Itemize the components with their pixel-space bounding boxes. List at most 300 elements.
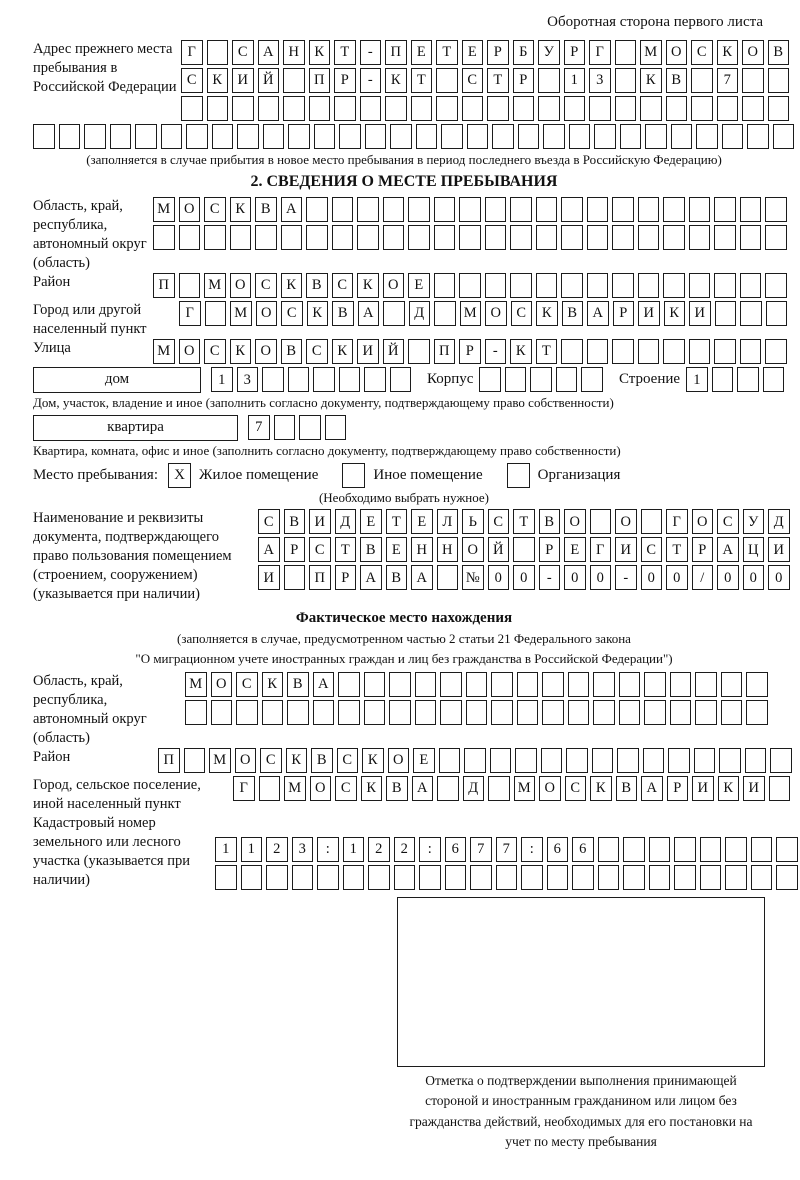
grid-cell[interactable]	[689, 225, 711, 250]
grid-cell[interactable]	[411, 96, 433, 121]
grid-cell[interactable]: Н	[283, 40, 305, 65]
grid-cell[interactable]: А	[641, 776, 663, 801]
grid-cell[interactable]	[746, 700, 768, 725]
grid-cell[interactable]	[765, 197, 787, 222]
grid-cell[interactable]	[490, 748, 512, 773]
grid-cell[interactable]: К	[664, 301, 686, 326]
grid-cell[interactable]: Т	[487, 68, 509, 93]
grid-cell[interactable]: О	[255, 339, 277, 364]
grid-cell[interactable]	[459, 273, 481, 298]
grid-cell[interactable]	[419, 865, 441, 890]
grid-cell[interactable]: О	[383, 273, 405, 298]
grid-cell[interactable]	[343, 865, 365, 890]
checkbox-organizatsiya[interactable]	[507, 463, 530, 488]
grid-cell[interactable]	[587, 273, 609, 298]
grid-cell[interactable]	[439, 748, 461, 773]
grid-cell[interactable]: Б	[513, 40, 535, 65]
grid-cell[interactable]	[440, 672, 462, 697]
grid-cell[interactable]	[84, 124, 106, 149]
grid-cell[interactable]	[638, 273, 660, 298]
grid-cell[interactable]: 6	[547, 837, 569, 862]
grid-cell[interactable]: Й	[383, 339, 405, 364]
grid-cell[interactable]	[674, 837, 696, 862]
grid-cell[interactable]	[663, 339, 685, 364]
grid-cell[interactable]: О	[485, 301, 507, 326]
grid-cell[interactable]	[394, 865, 416, 890]
grid-cell[interactable]: А	[258, 40, 280, 65]
grid-cell[interactable]	[383, 197, 405, 222]
grid-cell[interactable]	[620, 124, 642, 149]
grid-cell[interactable]: В	[287, 672, 309, 697]
grid-cell[interactable]	[561, 339, 583, 364]
grid-cell[interactable]	[390, 124, 412, 149]
grid-cell[interactable]	[542, 700, 564, 725]
grid-cell[interactable]	[338, 700, 360, 725]
grid-cell[interactable]	[751, 865, 773, 890]
grid-cell[interactable]	[211, 700, 233, 725]
grid-cell[interactable]: В	[616, 776, 638, 801]
grid-cell[interactable]	[436, 68, 458, 93]
grid-cell[interactable]	[408, 197, 430, 222]
grid-cell[interactable]: Ь	[462, 509, 484, 534]
grid-cell[interactable]: К	[717, 40, 739, 65]
grid-cell[interactable]	[459, 197, 481, 222]
grid-cell[interactable]: К	[332, 339, 354, 364]
grid-cell[interactable]: С	[717, 509, 739, 534]
grid-cell[interactable]	[587, 339, 609, 364]
grid-cell[interactable]	[536, 225, 558, 250]
grid-cell[interactable]	[541, 748, 563, 773]
grid-cell[interactable]	[383, 225, 405, 250]
grid-cell[interactable]	[615, 68, 637, 93]
grid-cell[interactable]	[746, 672, 768, 697]
grid-cell[interactable]: О	[692, 509, 714, 534]
grid-cell[interactable]	[674, 865, 696, 890]
grid-cell[interactable]: С	[337, 748, 359, 773]
grid-cell[interactable]: К	[207, 68, 229, 93]
grid-cell[interactable]	[670, 700, 692, 725]
grid-cell[interactable]: К	[536, 301, 558, 326]
grid-cell[interactable]	[434, 197, 456, 222]
grid-cell[interactable]: М	[230, 301, 252, 326]
grid-cell[interactable]: А	[281, 197, 303, 222]
grid-cell[interactable]: 0	[513, 565, 535, 590]
grid-cell[interactable]: К	[361, 776, 383, 801]
grid-cell[interactable]: Т	[513, 509, 535, 534]
grid-cell[interactable]: К	[510, 339, 532, 364]
grid-cell[interactable]	[415, 700, 437, 725]
grid-cell[interactable]	[283, 68, 305, 93]
grid-cell[interactable]	[339, 124, 361, 149]
grid-cell[interactable]: М	[284, 776, 306, 801]
grid-cell[interactable]	[262, 700, 284, 725]
grid-cell[interactable]: А	[313, 672, 335, 697]
grid-cell[interactable]	[184, 748, 206, 773]
grid-cell[interactable]: 0	[768, 565, 790, 590]
grid-cell[interactable]	[153, 225, 175, 250]
grid-cell[interactable]: 1	[686, 367, 708, 392]
grid-cell[interactable]	[561, 273, 583, 298]
grid-cell[interactable]: П	[385, 40, 407, 65]
grid-cell[interactable]	[644, 672, 666, 697]
grid-cell[interactable]	[364, 700, 386, 725]
grid-cell[interactable]	[649, 865, 671, 890]
grid-cell[interactable]	[181, 96, 203, 121]
grid-cell[interactable]	[258, 96, 280, 121]
grid-cell[interactable]: И	[638, 301, 660, 326]
grid-cell[interactable]: Г	[590, 537, 612, 562]
grid-cell[interactable]	[695, 700, 717, 725]
grid-cell[interactable]	[663, 225, 685, 250]
grid-cell[interactable]: А	[258, 537, 280, 562]
grid-cell[interactable]: Д	[409, 301, 431, 326]
grid-cell[interactable]: К	[307, 301, 329, 326]
grid-cell[interactable]: С	[309, 537, 331, 562]
grid-cell[interactable]	[747, 124, 769, 149]
grid-cell[interactable]	[445, 865, 467, 890]
grid-cell[interactable]	[572, 865, 594, 890]
grid-cell[interactable]	[207, 96, 229, 121]
grid-cell[interactable]	[408, 225, 430, 250]
grid-cell[interactable]	[434, 301, 456, 326]
grid-cell[interactable]	[670, 672, 692, 697]
grid-cell[interactable]: О	[256, 301, 278, 326]
grid-cell[interactable]: Р	[335, 565, 357, 590]
grid-cell[interactable]: 3	[237, 367, 259, 392]
grid-cell[interactable]: 1	[343, 837, 365, 862]
grid-cell[interactable]: Й	[488, 537, 510, 562]
grid-cell[interactable]	[594, 124, 616, 149]
grid-cell[interactable]	[719, 748, 741, 773]
grid-cell[interactable]	[725, 837, 747, 862]
grid-cell[interactable]	[496, 865, 518, 890]
grid-cell[interactable]: В	[666, 68, 688, 93]
grid-cell[interactable]: В	[386, 565, 408, 590]
grid-cell[interactable]: К	[286, 748, 308, 773]
grid-cell[interactable]	[773, 124, 795, 149]
grid-cell[interactable]: П	[434, 339, 456, 364]
grid-cell[interactable]	[389, 672, 411, 697]
grid-cell[interactable]: А	[587, 301, 609, 326]
grid-cell[interactable]	[110, 124, 132, 149]
grid-cell[interactable]	[485, 225, 507, 250]
grid-cell[interactable]	[338, 672, 360, 697]
grid-cell[interactable]	[434, 225, 456, 250]
grid-cell[interactable]	[368, 865, 390, 890]
grid-cell[interactable]	[459, 225, 481, 250]
grid-cell[interactable]	[643, 748, 665, 773]
grid-cell[interactable]	[179, 273, 201, 298]
grid-cell[interactable]: С	[204, 197, 226, 222]
grid-cell[interactable]: С	[306, 339, 328, 364]
grid-cell[interactable]	[179, 225, 201, 250]
grid-cell[interactable]	[517, 672, 539, 697]
grid-cell[interactable]: -	[615, 565, 637, 590]
grid-cell[interactable]: Р	[564, 40, 586, 65]
grid-cell[interactable]: М	[209, 748, 231, 773]
grid-cell[interactable]: В	[332, 301, 354, 326]
grid-cell[interactable]	[689, 339, 711, 364]
grid-cell[interactable]: 2	[266, 837, 288, 862]
grid-cell[interactable]: Н	[411, 537, 433, 562]
grid-cell[interactable]	[510, 273, 532, 298]
grid-cell[interactable]	[644, 700, 666, 725]
grid-cell[interactable]: О	[211, 672, 233, 697]
grid-cell[interactable]	[492, 124, 514, 149]
grid-cell[interactable]: И	[689, 301, 711, 326]
grid-cell[interactable]	[204, 225, 226, 250]
grid-cell[interactable]: С	[565, 776, 587, 801]
grid-cell[interactable]: В	[386, 776, 408, 801]
grid-cell[interactable]	[283, 96, 305, 121]
grid-cell[interactable]	[262, 367, 284, 392]
grid-cell[interactable]	[740, 273, 762, 298]
grid-cell[interactable]: С	[204, 339, 226, 364]
grid-cell[interactable]: :	[419, 837, 441, 862]
grid-cell[interactable]: С	[488, 509, 510, 534]
grid-cell[interactable]	[564, 96, 586, 121]
grid-cell[interactable]: К	[640, 68, 662, 93]
grid-cell[interactable]: К	[718, 776, 740, 801]
grid-cell[interactable]	[745, 748, 767, 773]
grid-cell[interactable]	[587, 197, 609, 222]
grid-cell[interactable]	[284, 565, 306, 590]
grid-cell[interactable]: И	[309, 509, 331, 534]
grid-cell[interactable]: /	[692, 565, 714, 590]
grid-cell[interactable]: Д	[768, 509, 790, 534]
grid-cell[interactable]: Т	[334, 40, 356, 65]
grid-cell[interactable]	[357, 225, 379, 250]
grid-cell[interactable]	[513, 96, 535, 121]
grid-cell[interactable]	[232, 96, 254, 121]
grid-cell[interactable]: №	[462, 565, 484, 590]
grid-cell[interactable]: Р	[667, 776, 689, 801]
grid-cell[interactable]	[241, 865, 263, 890]
grid-cell[interactable]	[543, 124, 565, 149]
grid-cell[interactable]	[612, 197, 634, 222]
grid-cell[interactable]	[364, 672, 386, 697]
grid-cell[interactable]	[207, 40, 229, 65]
grid-cell[interactable]	[292, 865, 314, 890]
grid-cell[interactable]	[765, 339, 787, 364]
grid-cell[interactable]: О	[564, 509, 586, 534]
grid-cell[interactable]: С	[332, 273, 354, 298]
grid-cell[interactable]	[714, 339, 736, 364]
grid-cell[interactable]	[598, 837, 620, 862]
grid-cell[interactable]: В	[255, 197, 277, 222]
grid-cell[interactable]	[487, 96, 509, 121]
grid-cell[interactable]	[615, 40, 637, 65]
grid-cell[interactable]	[313, 700, 335, 725]
grid-cell[interactable]: 7	[496, 837, 518, 862]
grid-cell[interactable]	[186, 124, 208, 149]
grid-cell[interactable]	[416, 124, 438, 149]
grid-cell[interactable]	[768, 96, 790, 121]
grid-cell[interactable]	[536, 197, 558, 222]
grid-cell[interactable]: Р	[539, 537, 561, 562]
grid-cell[interactable]: К	[590, 776, 612, 801]
grid-cell[interactable]	[638, 225, 660, 250]
grid-cell[interactable]	[306, 225, 328, 250]
grid-cell[interactable]: 2	[368, 837, 390, 862]
grid-cell[interactable]	[766, 301, 788, 326]
grid-cell[interactable]	[569, 124, 591, 149]
grid-cell[interactable]: К	[385, 68, 407, 93]
grid-cell[interactable]: П	[309, 565, 331, 590]
grid-cell[interactable]: С	[462, 68, 484, 93]
grid-cell[interactable]	[568, 700, 590, 725]
grid-cell[interactable]: И	[357, 339, 379, 364]
grid-cell[interactable]	[491, 700, 513, 725]
grid-cell[interactable]: К	[362, 748, 384, 773]
grid-cell[interactable]: К	[357, 273, 379, 298]
grid-cell[interactable]: Р	[613, 301, 635, 326]
grid-cell[interactable]: М	[153, 339, 175, 364]
grid-cell[interactable]: Л	[437, 509, 459, 534]
grid-cell[interactable]	[135, 124, 157, 149]
grid-cell[interactable]: М	[514, 776, 536, 801]
grid-cell[interactable]: К	[230, 197, 252, 222]
grid-cell[interactable]: О	[310, 776, 332, 801]
grid-cell[interactable]: 1	[211, 367, 233, 392]
grid-cell[interactable]	[663, 197, 685, 222]
grid-cell[interactable]	[161, 124, 183, 149]
grid-cell[interactable]: О	[539, 776, 561, 801]
grid-cell[interactable]	[215, 865, 237, 890]
grid-cell[interactable]	[339, 367, 361, 392]
grid-cell[interactable]	[751, 837, 773, 862]
grid-cell[interactable]	[598, 865, 620, 890]
grid-cell[interactable]	[612, 339, 634, 364]
grid-cell[interactable]: 0	[488, 565, 510, 590]
grid-cell[interactable]	[332, 197, 354, 222]
grid-cell[interactable]	[437, 565, 459, 590]
grid-cell[interactable]	[617, 748, 639, 773]
grid-cell[interactable]: Ц	[743, 537, 765, 562]
grid-cell[interactable]	[592, 748, 614, 773]
grid-cell[interactable]	[538, 68, 560, 93]
grid-cell[interactable]: А	[360, 565, 382, 590]
grid-cell[interactable]: О	[235, 748, 257, 773]
grid-cell[interactable]	[581, 367, 603, 392]
grid-cell[interactable]: И	[768, 537, 790, 562]
grid-cell[interactable]	[510, 225, 532, 250]
grid-cell[interactable]	[770, 748, 792, 773]
grid-cell[interactable]: М	[460, 301, 482, 326]
grid-cell[interactable]: М	[640, 40, 662, 65]
grid-cell[interactable]: Т	[411, 68, 433, 93]
grid-cell[interactable]	[212, 124, 234, 149]
grid-cell[interactable]	[517, 700, 539, 725]
grid-cell[interactable]: О	[742, 40, 764, 65]
grid-cell[interactable]	[641, 509, 663, 534]
grid-cell[interactable]	[725, 865, 747, 890]
grid-cell[interactable]	[561, 225, 583, 250]
grid-cell[interactable]: 7	[470, 837, 492, 862]
grid-cell[interactable]: Е	[564, 537, 586, 562]
grid-cell[interactable]	[740, 301, 762, 326]
grid-cell[interactable]: О	[666, 40, 688, 65]
grid-cell[interactable]: А	[717, 537, 739, 562]
grid-cell[interactable]: В	[284, 509, 306, 534]
grid-cell[interactable]: С	[691, 40, 713, 65]
grid-cell[interactable]	[309, 96, 331, 121]
grid-cell[interactable]	[485, 273, 507, 298]
grid-cell[interactable]: О	[179, 339, 201, 364]
grid-cell[interactable]: Р	[513, 68, 535, 93]
grid-cell[interactable]	[776, 865, 798, 890]
grid-cell[interactable]: Н	[437, 537, 459, 562]
grid-cell[interactable]	[513, 537, 535, 562]
grid-cell[interactable]: К	[309, 40, 331, 65]
grid-cell[interactable]	[33, 124, 55, 149]
grid-cell[interactable]	[671, 124, 693, 149]
grid-cell[interactable]: В	[360, 537, 382, 562]
grid-cell[interactable]	[288, 124, 310, 149]
grid-cell[interactable]	[518, 124, 540, 149]
grid-cell[interactable]	[769, 776, 791, 801]
grid-cell[interactable]: П	[153, 273, 175, 298]
grid-cell[interactable]	[737, 367, 759, 392]
grid-cell[interactable]	[255, 225, 277, 250]
grid-cell[interactable]: П	[158, 748, 180, 773]
grid-cell[interactable]: Г	[589, 40, 611, 65]
grid-cell[interactable]: С	[232, 40, 254, 65]
grid-cell[interactable]	[689, 273, 711, 298]
grid-cell[interactable]	[365, 124, 387, 149]
grid-cell[interactable]: -	[360, 68, 382, 93]
grid-cell[interactable]	[700, 837, 722, 862]
grid-cell[interactable]	[441, 124, 463, 149]
grid-cell[interactable]: Г	[181, 40, 203, 65]
grid-cell[interactable]: 1	[215, 837, 237, 862]
grid-cell[interactable]: 3	[589, 68, 611, 93]
grid-cell[interactable]: К	[262, 672, 284, 697]
grid-cell[interactable]	[536, 273, 558, 298]
grid-cell[interactable]	[313, 367, 335, 392]
grid-cell[interactable]	[763, 367, 785, 392]
grid-cell[interactable]	[740, 197, 762, 222]
grid-cell[interactable]: П	[309, 68, 331, 93]
grid-cell[interactable]	[205, 301, 227, 326]
grid-cell[interactable]: У	[538, 40, 560, 65]
grid-cell[interactable]	[700, 865, 722, 890]
grid-cell[interactable]	[259, 776, 281, 801]
grid-cell[interactable]: А	[412, 776, 434, 801]
grid-cell[interactable]	[383, 301, 405, 326]
grid-cell[interactable]	[696, 124, 718, 149]
grid-cell[interactable]	[415, 672, 437, 697]
grid-cell[interactable]: В	[768, 40, 790, 65]
grid-cell[interactable]: Т	[335, 537, 357, 562]
grid-cell[interactable]	[287, 700, 309, 725]
grid-cell[interactable]: Е	[411, 40, 433, 65]
grid-cell[interactable]: М	[153, 197, 175, 222]
grid-cell[interactable]: 6	[445, 837, 467, 862]
grid-cell[interactable]: 6	[572, 837, 594, 862]
grid-cell[interactable]: С	[258, 509, 280, 534]
grid-cell[interactable]: Р	[334, 68, 356, 93]
grid-cell[interactable]	[440, 700, 462, 725]
grid-cell[interactable]	[721, 672, 743, 697]
grid-cell[interactable]	[325, 415, 347, 440]
grid-cell[interactable]: О	[230, 273, 252, 298]
grid-cell[interactable]	[542, 672, 564, 697]
grid-cell[interactable]	[566, 748, 588, 773]
grid-cell[interactable]: 0	[666, 565, 688, 590]
grid-cell[interactable]	[332, 225, 354, 250]
grid-cell[interactable]: М	[204, 273, 226, 298]
